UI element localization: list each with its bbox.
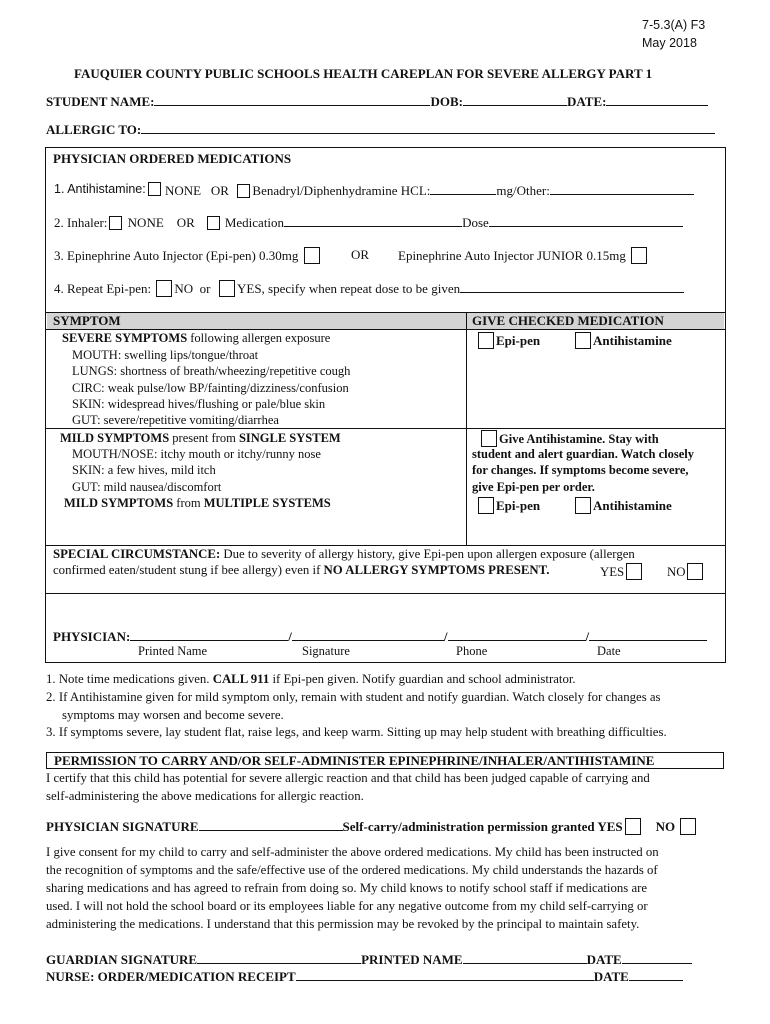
mild-multi-heading [64, 495, 331, 512]
note-num: 3. [46, 725, 56, 739]
note-item [62, 708, 284, 723]
severe-item: MOUTH: swelling lips/tongue/throat [72, 348, 259, 362]
severe-epipen-label: Epi-pen [496, 333, 541, 348]
severe-item: SKIN: widespread hives/flushing or pale/blue skin [72, 397, 326, 411]
severe-heading-label: SEVERE SYMPTOMS [62, 331, 188, 345]
nurse-label: NURSE: ORDER/MEDICATION RECEIPT [46, 969, 296, 984]
antihistamine-label: 1. Antihistamine: [54, 182, 146, 196]
epi-adult-label: 3. Epinephrine Auto Injector (Epi-pen) 0.30mg [54, 248, 299, 263]
special-no-checkbox[interactable] [687, 563, 703, 580]
form-date: May 2018 [642, 36, 697, 50]
severe-antihistamine-option [573, 332, 672, 349]
col-symptom: SYMPTOM [53, 313, 121, 328]
note-text: If symptoms severe, lay student flat, raise legs, and keep warm. Sitting up may help student with breathing difficulties. [58, 725, 667, 739]
note-text: symptoms may worsen and become severe. [62, 708, 284, 722]
table-bottom-rule [45, 545, 726, 546]
severe-epipen-checkbox[interactable] [478, 332, 494, 349]
severe-antihistamine-checkbox[interactable] [575, 332, 591, 349]
self-carry-yes-checkbox[interactable] [625, 818, 641, 835]
page-title: FAUQUIER COUNTY PUBLIC SCHOOLS HEALTH CAREPLAN FOR SEVERE ALLERGY PART 1 [74, 66, 653, 81]
inhaler-medication-checkbox[interactable] [207, 216, 220, 230]
note-text: Note time medications given. [58, 672, 213, 686]
special-line-2 [53, 563, 549, 578]
antihistamine-none-checkbox[interactable] [148, 182, 161, 196]
severe-item: CIRC: weak pulse/low BP/fainting/dizziness/confusion [72, 381, 349, 395]
dob-field[interactable] [463, 93, 567, 106]
inhaler-none-label: NONE [127, 215, 164, 230]
mild-single-c: SINGLE SYSTEM [238, 431, 341, 445]
phys-sig-field[interactable] [199, 818, 343, 831]
repeat-no-checkbox[interactable] [156, 280, 172, 297]
physician-date-field[interactable] [589, 628, 707, 641]
date-caption: Date [597, 644, 621, 658]
allergic-to-field[interactable] [141, 121, 715, 134]
form-code: 7-5.3(A) F3 [642, 18, 706, 32]
note-text: if Epi-pen given. Notify guardian and school administrator. [269, 672, 576, 686]
med-epi-junior [398, 247, 649, 264]
med-repeat-row [54, 280, 684, 297]
meds-heading: PHYSICIAN ORDERED MEDICATIONS [53, 151, 292, 166]
severe-antihistamine-label: Antihistamine [593, 333, 672, 348]
signature-caption: Signature [302, 644, 350, 658]
guardian-date-field[interactable] [622, 951, 692, 964]
note-num: 2. [46, 690, 56, 704]
mild-multi-c: MULTIPLE SYSTEMS [203, 496, 331, 510]
repeat-no-label: NO [174, 281, 194, 296]
special-bottom-rule [45, 593, 726, 594]
repeat-field[interactable] [460, 280, 684, 293]
mild-multi-b: from [173, 496, 204, 510]
mild-item: SKIN: a few hives, mild itch [72, 463, 216, 477]
benadryl-mg-field[interactable] [430, 182, 496, 195]
self-carry-label: Self-carry/administration permission granted YES [342, 819, 623, 834]
allergic-line [46, 121, 715, 138]
severe-heading [62, 330, 330, 347]
consent-line: I give consent for my child to carry and self-administer the above ordered medications. My child has been instructed on [46, 845, 659, 859]
guardian-printed-label: PRINTED NAME [361, 952, 463, 967]
mild-item: MOUTH/NOSE: itchy mouth or itchy/runny nose [72, 447, 321, 461]
mild-single-b: present from [169, 431, 239, 445]
student-line [46, 93, 708, 110]
physician-signature-field[interactable] [292, 628, 444, 641]
note-text: If Antihistamine given for mild symptom only, remain with student and notify guardian. Watch closely for changes as [58, 690, 661, 704]
multi-antihistamine-checkbox[interactable] [575, 497, 591, 514]
repeat-yes-label: YES, specify when repeat dose to be given [236, 281, 461, 296]
epi-or: OR [351, 247, 370, 262]
med-antihistamine-row [54, 182, 163, 196]
repeat-or-label: or [199, 281, 211, 296]
physician-phone-field[interactable] [448, 628, 586, 641]
cert-line: self-administering the above medications for allergic reaction. [46, 789, 364, 803]
consent-line: the recognition of symptoms and the safe/effective use of the ordered medications. My child understands the hazards of [46, 863, 658, 877]
nurse-row [46, 968, 683, 985]
mild-single-heading [60, 430, 341, 447]
consent-line: used. I will not hold the school board or its employees liable for any negative outcome from my child self-carrying or [46, 899, 648, 913]
epi-junior-label: Epinephrine Auto Injector JUNIOR 0.15mg [398, 248, 626, 263]
severe-item: LUNGS: shortness of breath/wheezing/repetitive cough [72, 364, 351, 378]
nurse-date-field[interactable] [629, 968, 683, 981]
guardian-sig-field[interactable] [197, 951, 361, 964]
consent-line: administering the medications. I understand that this permission may be revoked by the principal to maintain safety. [46, 917, 640, 931]
self-carry-no-checkbox[interactable] [680, 818, 696, 835]
give-antihistamine-text [479, 430, 659, 448]
special-yes-option [600, 563, 644, 580]
note-item [46, 672, 576, 687]
physician-label: PHYSICIAN: [53, 629, 131, 644]
special-no-label: NO [667, 565, 686, 579]
multi-antihistamine-label: Antihistamine [593, 498, 672, 513]
benadryl-label: Benadryl/Diphenhydramine HCL: [252, 183, 431, 198]
none-label: NONE [165, 183, 202, 198]
inhaler-or-label: OR [176, 215, 195, 230]
cert-line: I certify that this child has potential for severe allergic reaction and that child has been judged capable of carrying and [46, 771, 650, 785]
self-carry-no-label: NO [655, 819, 676, 834]
mild-single-a: MILD SYMPTOMS [60, 431, 170, 445]
dob-label: DOB: [430, 94, 463, 109]
date-label: DATE: [566, 94, 607, 109]
note-item [46, 725, 667, 740]
severe-item: GUT: severe/repetitive vomiting/diarrhea [72, 413, 279, 427]
special-label: SPECIAL CIRCUMSTANCE: [53, 547, 221, 561]
date-field[interactable] [606, 93, 708, 106]
col-give: GIVE CHECKED MEDICATION [472, 313, 664, 328]
note-num: 1. [46, 672, 56, 686]
allergic-to-label: ALLERGIC TO: [46, 122, 142, 137]
epi-adult-checkbox[interactable] [304, 247, 320, 264]
benadryl-checkbox[interactable] [237, 184, 250, 198]
med-epi-row [54, 247, 322, 264]
printed-name-caption: Printed Name [138, 644, 208, 658]
inhaler-label: 2. Inhaler: [54, 215, 108, 230]
antihistamine-options [165, 182, 694, 199]
nurse-date-label: DATE [593, 969, 629, 984]
call-911: CALL 911 [212, 672, 270, 686]
consent-line: sharing medications and has agreed to refrain from doing so. My child knows to notify school staff if medications are [46, 881, 648, 895]
special-line-1 [53, 547, 635, 562]
multi-antihistamine-option [573, 497, 672, 514]
guardian-date-label: DATE [586, 952, 622, 967]
repeat-label: 4. Repeat Epi-pen: [54, 281, 152, 296]
physician-row: PHYSICIAN: / / / [53, 628, 707, 645]
student-name-field[interactable] [154, 93, 430, 106]
guardian-printed-field[interactable] [463, 951, 587, 964]
special-text-3: NO ALLERGY SYMPTOMS PRESENT. [323, 563, 550, 577]
repeat-yes-checkbox[interactable] [219, 280, 235, 297]
give-line: Give Antihistamine. Stay with [499, 432, 659, 446]
give-line: student and alert guardian. Watch closely [472, 447, 695, 461]
mild-item: GUT: mild nausea/discomfort [72, 480, 222, 494]
note-item [46, 690, 661, 705]
special-text-2: confirmed eaten/student stung if bee allergy) even if [53, 563, 324, 577]
special-yes-checkbox[interactable] [626, 563, 642, 580]
special-text-1: Due to severity of allergy history, give Epi-pen upon allergen exposure (allergen [220, 547, 635, 561]
medication-field[interactable] [284, 214, 462, 227]
student-name-label: STUDENT NAME: [46, 94, 155, 109]
medication-label: Medication [224, 215, 285, 230]
give-line: give Epi-pen per order. [472, 480, 595, 494]
special-yes-label: YES [600, 565, 625, 579]
nurse-field[interactable] [296, 968, 594, 981]
or-label: OR [210, 183, 229, 198]
dose-label: Dose [462, 215, 489, 230]
multi-epipen-label: Epi-pen [496, 498, 541, 513]
special-no-option [667, 563, 705, 580]
guardian-row [46, 951, 692, 968]
give-antihistamine-checkbox[interactable] [481, 430, 497, 447]
other-field[interactable] [550, 182, 694, 195]
epi-junior-checkbox[interactable] [631, 247, 647, 264]
table-col-divider [466, 312, 467, 546]
severe-suffix: following allergen exposure [187, 331, 331, 345]
give-line: for changes. If symptoms become severe, [472, 463, 689, 477]
multi-epipen-option [476, 497, 540, 514]
multi-epipen-checkbox[interactable] [478, 497, 494, 514]
phys-sig-label: PHYSICIAN SIGNATURE [46, 819, 199, 834]
severe-epipen-option [476, 332, 540, 349]
med-inhaler-row [54, 214, 683, 231]
phone-caption: Phone [456, 644, 488, 658]
mild-multi-a: MILD SYMPTOMS [64, 496, 174, 510]
dose-field[interactable] [489, 214, 683, 227]
permission-heading: PERMISSION TO CARRY AND/OR SELF-ADMINISTER EPINEPHRINE/INHALER/ANTIHISTAMINE [54, 753, 655, 768]
phys-sig-row [46, 818, 698, 835]
mg-other-label: mg/Other: [496, 183, 550, 198]
inhaler-none-checkbox[interactable] [109, 216, 122, 230]
guardian-sig-label: GUARDIAN SIGNATURE [46, 952, 198, 967]
physician-name-field[interactable] [130, 628, 288, 641]
